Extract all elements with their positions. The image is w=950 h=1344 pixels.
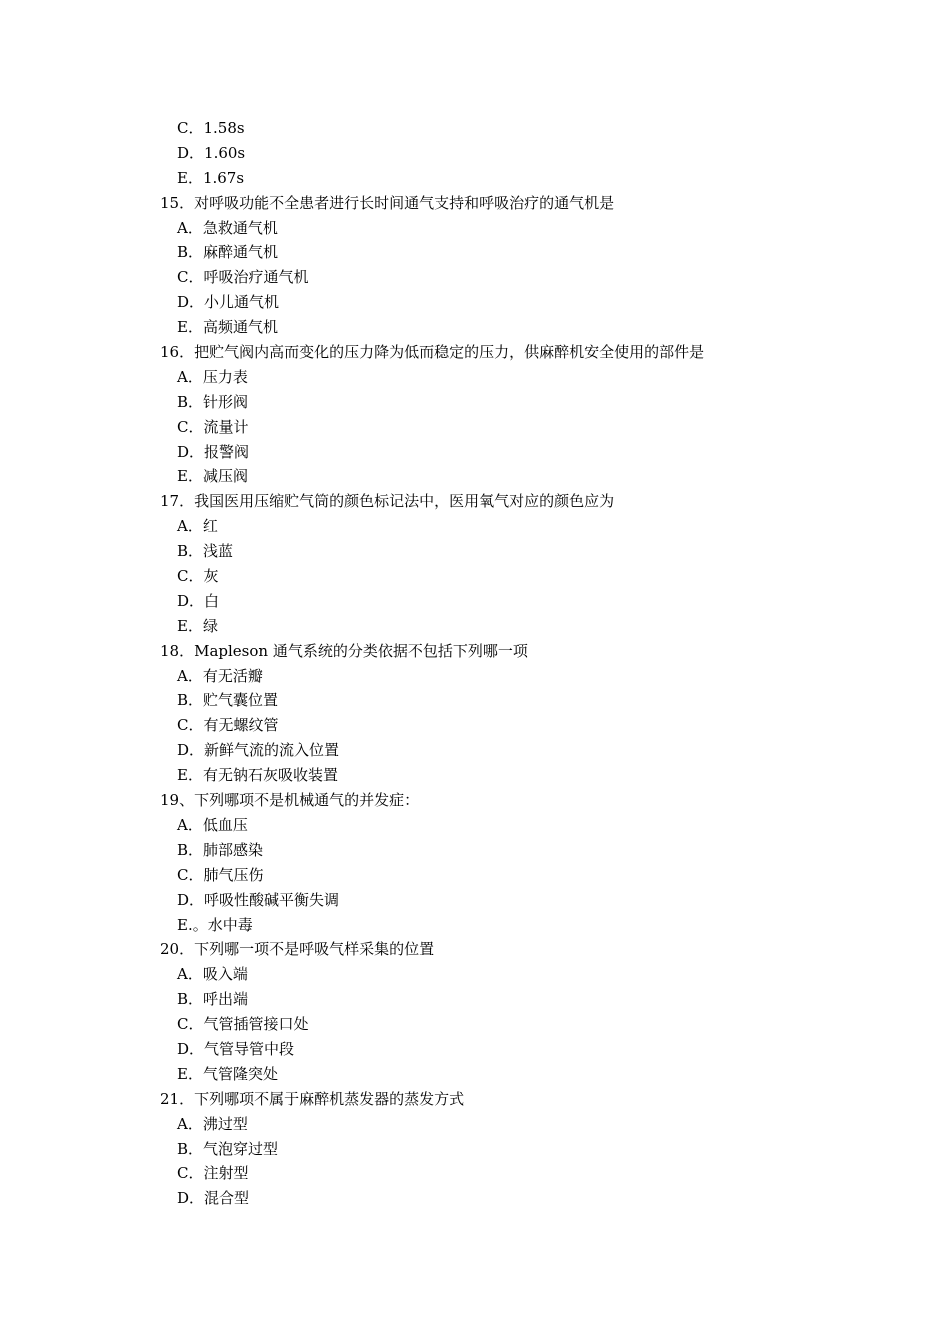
answer-option: D．气管导管中段 [177, 1039, 295, 1058]
answer-option: D．1.60s [177, 143, 246, 162]
answer-option: E．绿 [177, 616, 218, 635]
question-stem: 20．下列哪一项不是呼吸气样采集的位置 [160, 940, 435, 959]
answer-option: D．混合型 [177, 1189, 250, 1208]
answer-option: D．新鲜气流的流入位置 [177, 741, 340, 760]
answer-option: D．白 [177, 591, 220, 610]
answer-option: E．气管隆突处 [177, 1064, 278, 1083]
answer-option: C．气管插管接口处 [177, 1015, 309, 1034]
answer-option: A．有无活瓣 [177, 666, 263, 685]
answer-option: C．1.58s [177, 119, 245, 137]
answer-option: C．注射型 [177, 1164, 249, 1183]
answer-option: C．流量计 [177, 417, 249, 436]
question-stem: 19、下列哪项不是机械通气的并发症： [160, 791, 420, 810]
answer-option: E.。水中毒 [177, 915, 253, 934]
answer-option: B．气泡穿过型 [177, 1139, 279, 1158]
answer-option: B．浅蓝 [177, 542, 234, 561]
answer-option: B．呼出端 [177, 990, 249, 1009]
question-list [160, 116, 860, 1211]
answer-option: D．呼吸性酸碱平衡失调 [177, 890, 340, 909]
answer-option: A．压力表 [177, 367, 248, 386]
question-stem: 21．下列哪项不属于麻醉机蒸发器的蒸发方式 [160, 1089, 465, 1108]
answer-option: D．小儿通气机 [177, 293, 280, 312]
answer-option: E．高频通气机 [177, 318, 278, 337]
answer-option: C．呼吸治疗通气机 [177, 268, 309, 287]
question-stem: 15．对呼吸功能不全患者进行长时间通气支持和呼吸治疗的通气机是 [160, 193, 615, 212]
answer-option: D．报警阀 [177, 442, 250, 461]
answer-option: A．吸入端 [177, 965, 248, 984]
question-stem: 17．我国医用压缩贮气筒的颜色标记法中，医用氧气对应的颜色应为 [160, 492, 615, 511]
answer-option: B．麻醉通气机 [177, 243, 279, 262]
question-stem: 16．把贮气阀内高而变化的压力降为低而稳定的压力，供麻醉机安全使用的部件是 [160, 343, 705, 362]
answer-option: E．1.67s [177, 168, 245, 187]
question-stem: 18．Mapleson 通气系统的分类依据不包括下列哪一项 [160, 641, 528, 660]
answer-option: A．沸过型 [177, 1114, 248, 1133]
answer-option: A．急救通气机 [177, 218, 278, 237]
answer-option: C．肺气压伤 [177, 865, 264, 884]
answer-option: B．肺部感染 [177, 840, 264, 859]
answer-option: B．针形阀 [177, 392, 249, 411]
answer-option: C．有无螺纹管 [177, 716, 279, 735]
answer-option: E．减压阀 [177, 467, 248, 486]
answer-option: C．灰 [177, 567, 219, 586]
answer-option: E．有无钠石灰吸收装置 [177, 766, 338, 785]
answer-option: A．低血压 [177, 815, 248, 834]
answer-option: A．红 [177, 517, 218, 536]
answer-option: B．贮气囊位置 [177, 691, 279, 710]
